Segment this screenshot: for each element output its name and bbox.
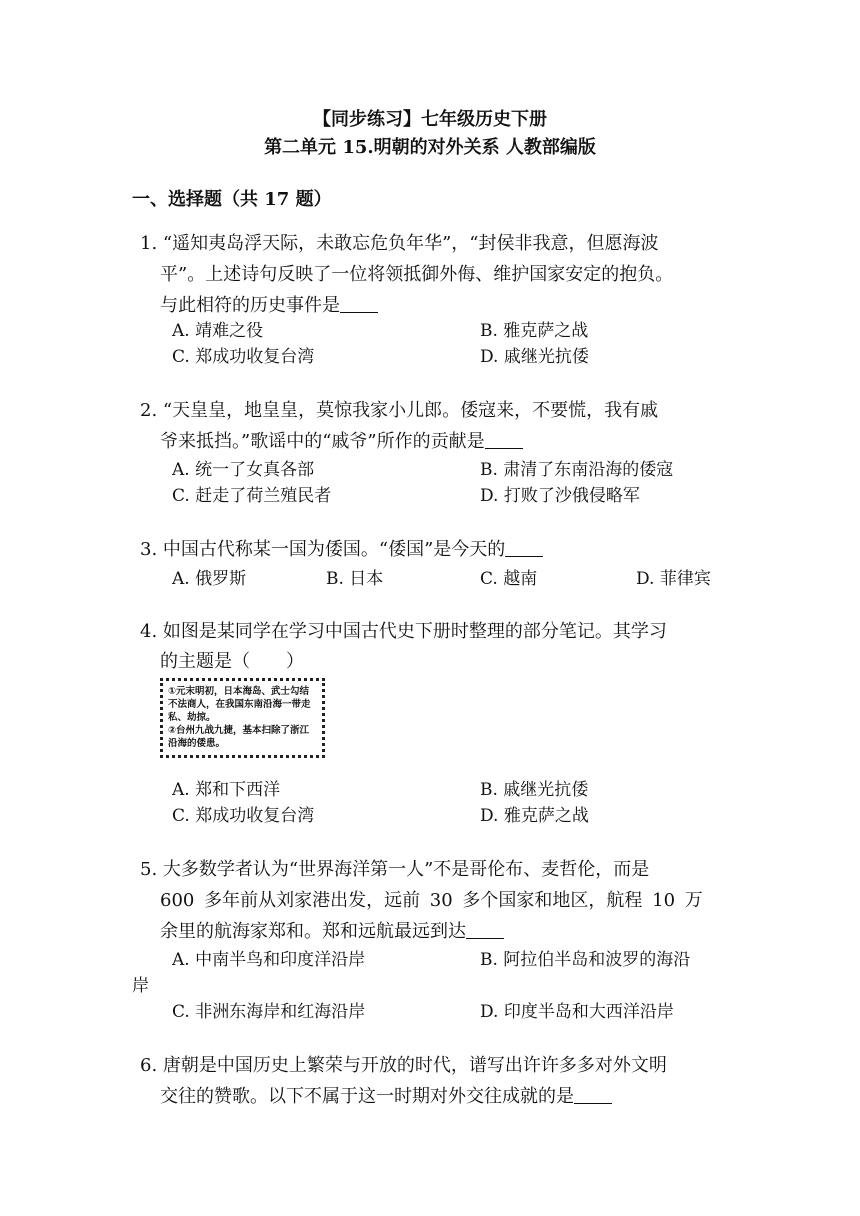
question-5-option-a[interactable]: A. 中南半鸟和印度洋沿岸 (172, 950, 366, 970)
question-3-option-c[interactable]: C. 越南 (480, 569, 538, 589)
answer-blank (466, 920, 504, 939)
question-1-stem-end: 与此相符的历史事件是 (160, 295, 340, 316)
question-2-option-c[interactable]: C. 赶走了荷兰殖民者 (172, 486, 332, 506)
question-1-line-3 (160, 291, 378, 317)
question-2-option-a[interactable]: A. 统一了女真各部 (172, 460, 315, 480)
question-4-option-b[interactable]: B. 戚继光抗倭 (480, 780, 589, 800)
question-2-stem-end: 爷来抵挡。”歌谣中的“戚爷”所作的贡献是 (160, 431, 485, 452)
question-4-option-d[interactable]: D. 雅克萨之战 (480, 806, 589, 826)
question-5-option-c[interactable]: C. 非洲东海岸和红海沿岸 (172, 1002, 366, 1022)
question-5-option-b[interactable]: B. 阿拉伯半岛和波罗的海沿 (480, 950, 691, 970)
question-3-option-b[interactable]: B. 日本 (326, 569, 384, 589)
question-4-line-2: 的主题是（ ） (160, 651, 304, 672)
question-6-line-2 (160, 1082, 612, 1108)
question-4-option-c[interactable]: C. 郑成功收复台湾 (172, 806, 315, 826)
question-2-line-2 (160, 427, 523, 453)
question-4-option-a[interactable]: A. 郑和下西洋 (172, 780, 281, 800)
question-2-line-1: 2. “天皇皇，地皇皇，莫惊我家小儿郎。倭寇来，不要慌，我有戚 (140, 400, 659, 421)
question-1-option-d[interactable]: D. 戚继光抗倭 (480, 347, 589, 367)
question-6-line-1: 6. 唐朝是中国历史上繁荣与开放的时代，谱写出许许多多对外文明 (140, 1055, 667, 1076)
note-item-1: ①元末明初，日本海岛、武士勾结不法商人，在我国东南沿海一带走私、劫掠。 (168, 686, 311, 723)
question-1-line-2: 平”。上述诗句反映了一位将领抵御外侮、维护国家安定的抱负。 (160, 264, 674, 285)
question-2-option-b[interactable]: B. 肃清了东南沿海的倭寇 (480, 460, 674, 480)
question-5-line-3 (160, 917, 504, 943)
question-4-line-1: 4. 如图是某同学在学习中国古代史下册时整理的部分笔记。其学习 (140, 621, 667, 642)
question-1-line-1: 1. “遥知夷岛浮天际，未敢忘危负年华”，“封侯非我意，但愿海波 (140, 233, 659, 254)
document-title: 【同步练习】七年级历史下册 (313, 109, 547, 130)
section-heading: 一、选择题（共 17 题） (132, 189, 332, 210)
question-3-line-1 (140, 535, 543, 561)
question-1-option-a[interactable]: A. 靖难之役 (172, 321, 264, 341)
answer-blank (485, 430, 523, 449)
question-3-stem: 3. 中国古代称某一国为倭国。“倭国”是今天的 (140, 539, 506, 560)
answer-blank (574, 1085, 612, 1104)
study-note-image (160, 678, 325, 758)
document-subtitle: 第二单元 15.明朝的对外关系 人教部编版 (264, 137, 596, 158)
question-1-option-b[interactable]: B. 雅克萨之战 (480, 321, 589, 341)
question-6-stem-end: 交往的赞歌。以下不属于这一时期对外交往成就的是 (160, 1086, 574, 1107)
question-5-line-1: 5. 大多数学者认为“世界海洋第一人”不是哥伦布、麦哲伦，而是 (140, 859, 650, 880)
question-5-stem-end: 余里的航海家郑和。郑和远航最远到达 (160, 921, 466, 942)
note-item-2: ②台州九战九捷，基本扫除了浙江沿海的倭患。 (168, 725, 310, 749)
question-2-option-d[interactable]: D. 打败了沙俄侵略军 (480, 486, 640, 506)
question-5-option-b-wrap: 岸 (132, 976, 149, 996)
question-5-line-2: 600 多年前从刘家港出发，远前 30 多个国家和地区，航程 10 万 (160, 890, 703, 911)
question-1-option-c[interactable]: C. 郑成功收复台湾 (172, 347, 315, 367)
answer-blank (505, 538, 543, 557)
question-3-option-a[interactable]: A. 俄罗斯 (172, 569, 247, 589)
question-3-option-d[interactable]: D. 菲律宾 (636, 569, 711, 589)
question-5-option-d[interactable]: D. 印度半岛和大西洋沿岸 (480, 1002, 674, 1022)
answer-blank (340, 294, 378, 313)
